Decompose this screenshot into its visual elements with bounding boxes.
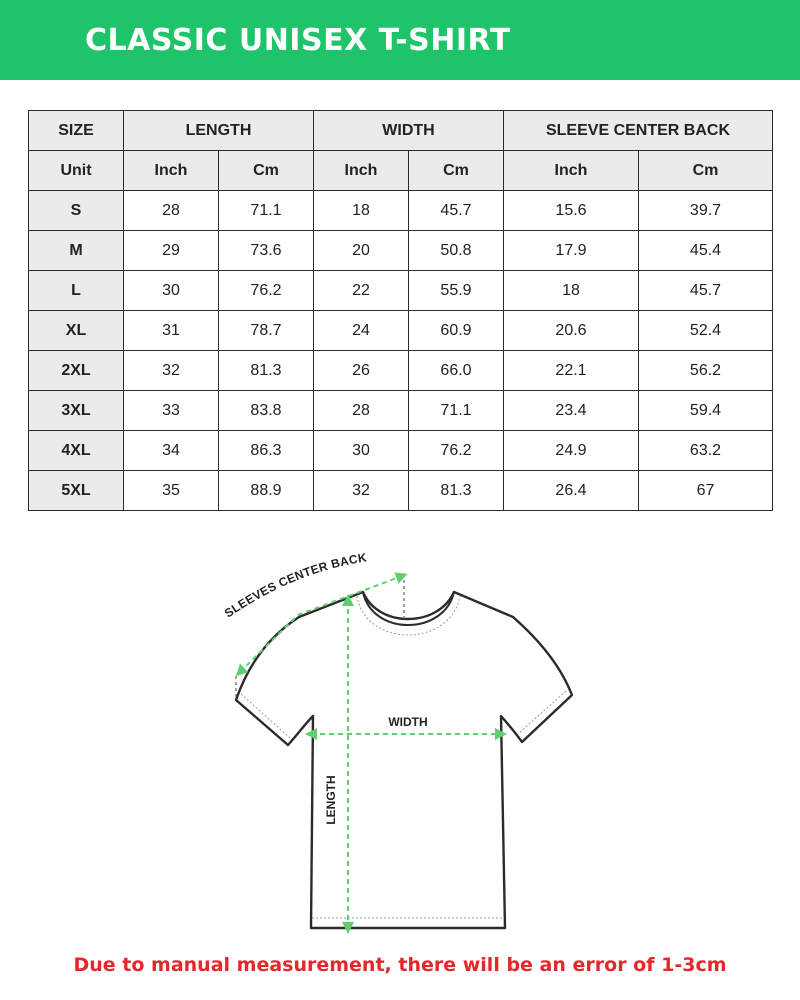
width-inch-cell: 22 [314, 271, 409, 311]
width-cm-cell: 66.0 [409, 351, 504, 391]
length-inch-cell: 35 [124, 471, 219, 511]
width-cm-cell: 71.1 [409, 391, 504, 431]
size-column-header: SIZE [29, 111, 124, 151]
size-cell: 3XL [29, 391, 124, 431]
unit-header-cell: Cm [409, 151, 504, 191]
length-inch-cell: 34 [124, 431, 219, 471]
length-cm-cell: 81.3 [219, 351, 314, 391]
sleeve-inch-cell: 26.4 [504, 471, 639, 511]
table-row [29, 271, 773, 311]
width-cm-cell: 60.9 [409, 311, 504, 351]
width-cm-cell: 50.8 [409, 231, 504, 271]
width-inch-cell: 28 [314, 391, 409, 431]
measurement-notice: Due to manual measurement, there will be an error of 1-3cm [73, 954, 727, 976]
sleeve-inch-cell: 17.9 [504, 231, 639, 271]
page-title: CLASSIC UNISEX T-SHIRT [85, 23, 511, 58]
length-cm-cell: 73.6 [219, 231, 314, 271]
width-cm-cell: 45.7 [409, 191, 504, 231]
unit-header-cell: Inch [504, 151, 639, 191]
size-cell: 5XL [29, 471, 124, 511]
sleeve-cm-cell: 59.4 [639, 391, 773, 431]
length-inch-cell: 31 [124, 311, 219, 351]
size-cell: 4XL [29, 431, 124, 471]
sleeve-inch-cell: 20.6 [504, 311, 639, 351]
unit-header-row [29, 151, 773, 191]
table-row [29, 351, 773, 391]
width-cm-cell: 81.3 [409, 471, 504, 511]
table-row [29, 471, 773, 511]
length-cm-cell: 83.8 [219, 391, 314, 431]
length-cm-cell: 78.7 [219, 311, 314, 351]
title-banner [0, 0, 800, 80]
width-measure-label: WIDTH [388, 715, 428, 729]
length-inch-cell: 32 [124, 351, 219, 391]
sleeve-inch-cell: 22.1 [504, 351, 639, 391]
sleeve-inch-cell: 18 [504, 271, 639, 311]
length-measure-label: LENGTH [324, 775, 338, 825]
size-cell: S [29, 191, 124, 231]
tshirt-outline [236, 592, 572, 928]
width-inch-cell: 32 [314, 471, 409, 511]
unit-header-cell: Unit [29, 151, 124, 191]
group-header-row [29, 111, 773, 151]
sleeve-column-header: SLEEVE CENTER BACK [504, 111, 773, 151]
length-cm-cell: 86.3 [219, 431, 314, 471]
table-row [29, 311, 773, 351]
table-row [29, 391, 773, 431]
width-inch-cell: 20 [314, 231, 409, 271]
unit-header-cell: Cm [639, 151, 773, 191]
length-inch-cell: 30 [124, 271, 219, 311]
width-inch-cell: 30 [314, 431, 409, 471]
width-cm-cell: 55.9 [409, 271, 504, 311]
width-cm-cell: 76.2 [409, 431, 504, 471]
table-row [29, 191, 773, 231]
width-inch-cell: 18 [314, 191, 409, 231]
table-row [29, 431, 773, 471]
unit-header-cell: Inch [124, 151, 219, 191]
size-chart-table [28, 110, 773, 511]
length-cm-cell: 71.1 [219, 191, 314, 231]
width-inch-cell: 24 [314, 311, 409, 351]
size-cell: M [29, 231, 124, 271]
sleeve-cm-cell: 67 [639, 471, 773, 511]
size-cell: XL [29, 311, 124, 351]
sleeve-cm-cell: 45.7 [639, 271, 773, 311]
sleeve-cm-cell: 63.2 [639, 431, 773, 471]
size-cell: 2XL [29, 351, 124, 391]
length-inch-cell: 29 [124, 231, 219, 271]
sleeve-measure-label: SLEEVES CENTER BACK [221, 550, 368, 621]
width-inch-cell: 26 [314, 351, 409, 391]
sleeve-cm-cell: 45.4 [639, 231, 773, 271]
sleeve-cm-cell: 52.4 [639, 311, 773, 351]
length-inch-cell: 28 [124, 191, 219, 231]
length-cm-cell: 76.2 [219, 271, 314, 311]
sleeve-inch-cell: 23.4 [504, 391, 639, 431]
sleeve-cm-cell: 39.7 [639, 191, 773, 231]
sleeve-inch-cell: 24.9 [504, 431, 639, 471]
length-inch-cell: 33 [124, 391, 219, 431]
sleeve-inch-cell: 15.6 [504, 191, 639, 231]
size-cell: L [29, 271, 124, 311]
tshirt-measurement-diagram [200, 540, 600, 940]
length-column-header: LENGTH [124, 111, 314, 151]
width-column-header: WIDTH [314, 111, 504, 151]
sleeve-cm-cell: 56.2 [639, 351, 773, 391]
table-row [29, 231, 773, 271]
length-cm-cell: 88.9 [219, 471, 314, 511]
unit-header-cell: Cm [219, 151, 314, 191]
unit-header-cell: Inch [314, 151, 409, 191]
